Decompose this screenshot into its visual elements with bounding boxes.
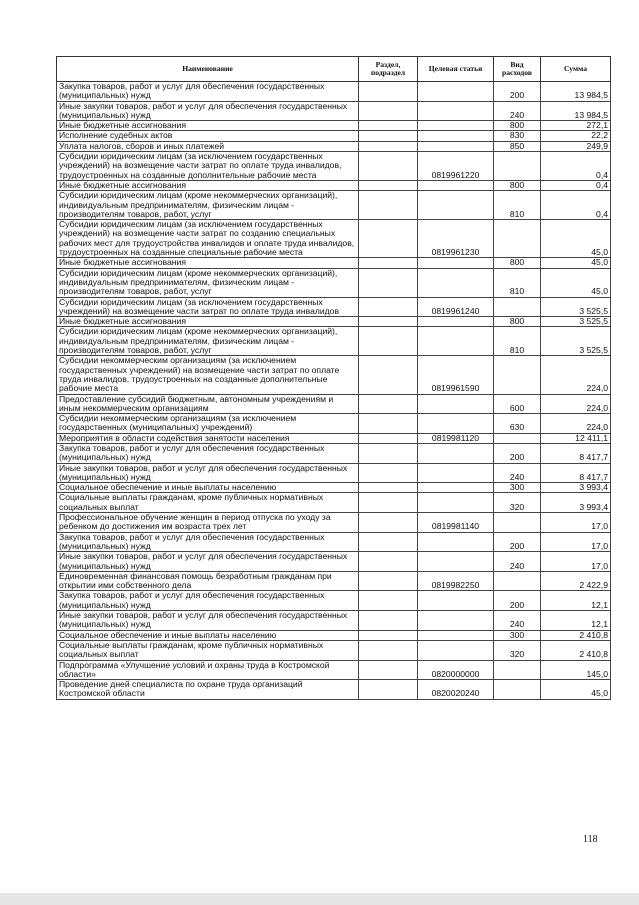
cell-target: 0819961590 (418, 356, 494, 394)
cell-kind: 200 (494, 443, 541, 463)
cell-section (359, 630, 418, 640)
table-row (57, 268, 611, 297)
header-name: Наименование (57, 57, 359, 82)
cell-section (359, 591, 418, 611)
cell-sum: 3 525,5 (541, 327, 611, 356)
cell-name: Закупка товаров, работ и услуг для обеспечения государственных (муниципальных) нужд (57, 82, 359, 102)
cell-target (418, 191, 494, 220)
cell-sum: 249,9 (541, 141, 611, 151)
cell-section (359, 513, 418, 533)
cell-kind (494, 152, 541, 181)
header-sum: Сумма (541, 57, 611, 82)
cell-sum: 17,0 (541, 552, 611, 572)
cell-target (418, 317, 494, 327)
cell-sum: 17,0 (541, 532, 611, 552)
header-kind: Вид расходов (494, 57, 541, 82)
cell-name: Закупка товаров, работ и услуг для обеспечения государственных (муниципальных) нужд (57, 591, 359, 611)
cell-kind: 630 (494, 414, 541, 434)
cell-section (359, 680, 418, 700)
cell-sum: 145,0 (541, 660, 611, 680)
cell-kind (494, 513, 541, 533)
cell-name: Предоставление субсидий бюджетным, автономным учреждениям и иным некоммерческим организациям (57, 394, 359, 414)
cell-kind: 800 (494, 180, 541, 190)
cell-sum: 13 984,5 (541, 101, 611, 121)
cell-kind: 810 (494, 327, 541, 356)
cell-sum: 3 993,4 (541, 483, 611, 493)
cell-name: Субсидии юридическим лицам (кроме некоммерческих организаций), индивидуальным предпринимателям, физическим лицам - производителям товаров, работ, услуг (57, 268, 359, 297)
cell-target (418, 532, 494, 552)
cell-section (359, 571, 418, 591)
cell-target: 0819961220 (418, 152, 494, 181)
table-row (57, 493, 611, 513)
budget-table (56, 56, 611, 700)
cell-sum: 45,0 (541, 258, 611, 268)
cell-target: 0819981120 (418, 433, 494, 443)
cell-section (359, 414, 418, 434)
cell-section (359, 121, 418, 131)
cell-target (418, 483, 494, 493)
viewer-bottom-strip (0, 893, 639, 905)
cell-name: Уплата налогов, сборов и иных платежей (57, 141, 359, 151)
cell-kind: 810 (494, 191, 541, 220)
cell-name: Единовременная финансовая помощь безработным гражданам при открытии ими собственного дела (57, 571, 359, 591)
cell-name: Субсидии юридическим лицам (за исключением государственных учреждений) на возмещение части затрат по созданию специальных рабочих мест для трудоустройства инвалидов и оплате труда инвалидов, трудоустроенных на созданные специальные рабочие места (57, 220, 359, 258)
table-row (57, 532, 611, 552)
cell-section (359, 220, 418, 258)
table-row (57, 414, 611, 434)
cell-section (359, 483, 418, 493)
table-row (57, 317, 611, 327)
cell-kind (494, 680, 541, 700)
cell-target (418, 611, 494, 631)
table-row (57, 611, 611, 631)
cell-name: Подпрограмма «Улучшение условий и охраны труда в Костромской области» (57, 660, 359, 680)
cell-section (359, 443, 418, 463)
cell-kind (494, 220, 541, 258)
cell-target (418, 414, 494, 434)
cell-sum: 2 422,9 (541, 571, 611, 591)
cell-name: Социальные выплаты гражданам, кроме публичных нормативных социальных выплат (57, 640, 359, 660)
cell-kind: 600 (494, 394, 541, 414)
cell-section (359, 552, 418, 572)
cell-sum: 224,0 (541, 356, 611, 394)
cell-section (359, 611, 418, 631)
table-row (57, 327, 611, 356)
cell-name: Иные закупки товаров, работ и услуг для обеспечения государственных (муниципальных) нужд (57, 552, 359, 572)
cell-section (359, 493, 418, 513)
table-header-row (57, 57, 611, 82)
cell-name: Субсидии юридическим лицам (за исключением государственных учреждений) на возмещение части затрат по оплате труда инвалидов (57, 297, 359, 317)
cell-sum: 2 410,8 (541, 640, 611, 660)
table-row (57, 513, 611, 533)
table-row (57, 443, 611, 463)
cell-section (359, 101, 418, 121)
cell-sum: 3 525,5 (541, 297, 611, 317)
cell-name: Субсидии юридическим лицам (за исключением государственных учреждений) на возмещение части затрат по оплате труда инвалидов, трудоустроенных на созданные дополнительные рабочие места (57, 152, 359, 181)
table-row (57, 191, 611, 220)
cell-kind: 200 (494, 532, 541, 552)
table-body (57, 82, 611, 700)
cell-target (418, 443, 494, 463)
cell-kind (494, 571, 541, 591)
header-section: Раздел, подраздел (359, 57, 418, 82)
table-row (57, 630, 611, 640)
table-row (57, 121, 611, 131)
table-row (57, 483, 611, 493)
cell-sum: 13 984,5 (541, 82, 611, 102)
cell-sum: 45,0 (541, 680, 611, 700)
cell-target (418, 552, 494, 572)
cell-section (359, 463, 418, 483)
cell-section (359, 131, 418, 141)
table-row (57, 680, 611, 700)
cell-kind: 800 (494, 258, 541, 268)
cell-section (359, 297, 418, 317)
cell-target (418, 121, 494, 131)
table-row (57, 552, 611, 572)
table-row (57, 433, 611, 443)
table-row (57, 463, 611, 483)
cell-sum: 2 410,8 (541, 630, 611, 640)
cell-target: 0819961230 (418, 220, 494, 258)
cell-target (418, 180, 494, 190)
cell-target: 0819961240 (418, 297, 494, 317)
cell-kind (494, 356, 541, 394)
cell-name: Субсидии юридическим лицам (кроме некоммерческих организаций), индивидуальным предпринимателям, физическим лицам - производителям товаров, работ, услуг (57, 327, 359, 356)
cell-kind (494, 660, 541, 680)
cell-name: Иные бюджетные ассигнования (57, 121, 359, 131)
cell-kind: 800 (494, 121, 541, 131)
cell-kind: 320 (494, 493, 541, 513)
cell-section (359, 433, 418, 443)
cell-target (418, 268, 494, 297)
cell-section (359, 532, 418, 552)
cell-kind: 320 (494, 640, 541, 660)
table-row (57, 82, 611, 102)
cell-sum: 8 417,7 (541, 463, 611, 483)
cell-name: Проведение дней специалиста по охране труда организаций Костромской области (57, 680, 359, 700)
cell-section (359, 141, 418, 151)
cell-sum: 17,0 (541, 513, 611, 533)
cell-name: Субсидии некоммерческим организациям (за исключением государственных учреждений) на возмещение части затрат по оплате труда инвалидов, трудоустроенных на созданные дополнительные рабочие места (57, 356, 359, 394)
cell-kind: 200 (494, 591, 541, 611)
cell-sum: 224,0 (541, 394, 611, 414)
cell-section (359, 356, 418, 394)
cell-name: Мероприятия в области содействия занятости населения (57, 433, 359, 443)
cell-sum: 0,4 (541, 152, 611, 181)
cell-section (359, 152, 418, 181)
cell-name: Закупка товаров, работ и услуг для обеспечения государственных (муниципальных) нужд (57, 532, 359, 552)
cell-kind: 810 (494, 268, 541, 297)
cell-sum: 272,1 (541, 121, 611, 131)
header-target: Целевая статья (418, 57, 494, 82)
cell-sum: 0,4 (541, 180, 611, 190)
cell-kind: 830 (494, 131, 541, 141)
cell-name: Социальное обеспечение и иные выплаты населению (57, 630, 359, 640)
table-row (57, 660, 611, 680)
cell-kind: 240 (494, 552, 541, 572)
cell-sum: 0,4 (541, 191, 611, 220)
cell-sum: 8 417,7 (541, 443, 611, 463)
table-row (57, 180, 611, 190)
cell-name: Иные закупки товаров, работ и услуг для обеспечения государственных (муниципальных) нужд (57, 463, 359, 483)
cell-kind: 200 (494, 82, 541, 102)
cell-target (418, 131, 494, 141)
table-row (57, 571, 611, 591)
cell-name: Иные бюджетные ассигнования (57, 258, 359, 268)
cell-name: Профессиональное обучение женщин в период отпуска по уходу за ребенком до достижения им возраста трех лет (57, 513, 359, 533)
cell-name: Иные бюджетные ассигнования (57, 180, 359, 190)
cell-target (418, 394, 494, 414)
cell-name: Закупка товаров, работ и услуг для обеспечения государственных (муниципальных) нужд (57, 443, 359, 463)
cell-sum: 12,1 (541, 591, 611, 611)
cell-kind (494, 297, 541, 317)
cell-target (418, 82, 494, 102)
cell-target (418, 327, 494, 356)
page-number: 118 (583, 834, 598, 845)
cell-target: 0819981140 (418, 513, 494, 533)
cell-section (359, 258, 418, 268)
table-row (57, 394, 611, 414)
cell-section (359, 660, 418, 680)
cell-kind (494, 433, 541, 443)
table-row (57, 152, 611, 181)
cell-name: Иные бюджетные ассигнования (57, 317, 359, 327)
cell-kind: 850 (494, 141, 541, 151)
cell-name: Иные закупки товаров, работ и услуг для обеспечения государственных (муниципальных) нужд (57, 101, 359, 121)
table-row (57, 640, 611, 660)
cell-sum: 12,1 (541, 611, 611, 631)
cell-target (418, 493, 494, 513)
cell-target (418, 630, 494, 640)
table-row (57, 220, 611, 258)
cell-section (359, 82, 418, 102)
cell-target: 0819982250 (418, 571, 494, 591)
cell-section (359, 640, 418, 660)
cell-name: Субсидии некоммерческим организациям (за исключением государственных (муниципальных) учреждений) (57, 414, 359, 434)
cell-target: 0820020240 (418, 680, 494, 700)
cell-target (418, 463, 494, 483)
cell-name: Социальное обеспечение и иные выплаты населению (57, 483, 359, 493)
cell-sum: 3 525,5 (541, 317, 611, 327)
cell-kind: 300 (494, 483, 541, 493)
table-row (57, 297, 611, 317)
cell-sum: 12 411,1 (541, 433, 611, 443)
cell-name: Исполнение судебных актов (57, 131, 359, 141)
cell-target (418, 101, 494, 121)
table-row (57, 591, 611, 611)
cell-kind: 240 (494, 611, 541, 631)
cell-section (359, 317, 418, 327)
cell-section (359, 180, 418, 190)
cell-sum: 3 993,4 (541, 493, 611, 513)
table-row (57, 141, 611, 151)
cell-target (418, 640, 494, 660)
cell-kind: 800 (494, 317, 541, 327)
cell-target (418, 141, 494, 151)
cell-sum: 224,0 (541, 414, 611, 434)
cell-name: Социальные выплаты гражданам, кроме публичных нормативных социальных выплат (57, 493, 359, 513)
cell-section (359, 191, 418, 220)
cell-section (359, 394, 418, 414)
table-row (57, 356, 611, 394)
cell-target (418, 591, 494, 611)
cell-kind: 240 (494, 101, 541, 121)
cell-section (359, 327, 418, 356)
cell-name: Субсидии юридическим лицам (кроме некоммерческих организаций), индивидуальным предпринимателям, физическим лицам - производителям товаров, работ, услуг (57, 191, 359, 220)
cell-kind: 240 (494, 463, 541, 483)
cell-sum: 45,0 (541, 220, 611, 258)
cell-kind: 300 (494, 630, 541, 640)
cell-target (418, 258, 494, 268)
table-row (57, 131, 611, 141)
cell-sum: 45,0 (541, 268, 611, 297)
cell-name: Иные закупки товаров, работ и услуг для обеспечения государственных (муниципальных) нужд (57, 611, 359, 631)
table-row (57, 258, 611, 268)
cell-target: 0820000000 (418, 660, 494, 680)
cell-sum: 22,2 (541, 131, 611, 141)
cell-section (359, 268, 418, 297)
table-row (57, 101, 611, 121)
